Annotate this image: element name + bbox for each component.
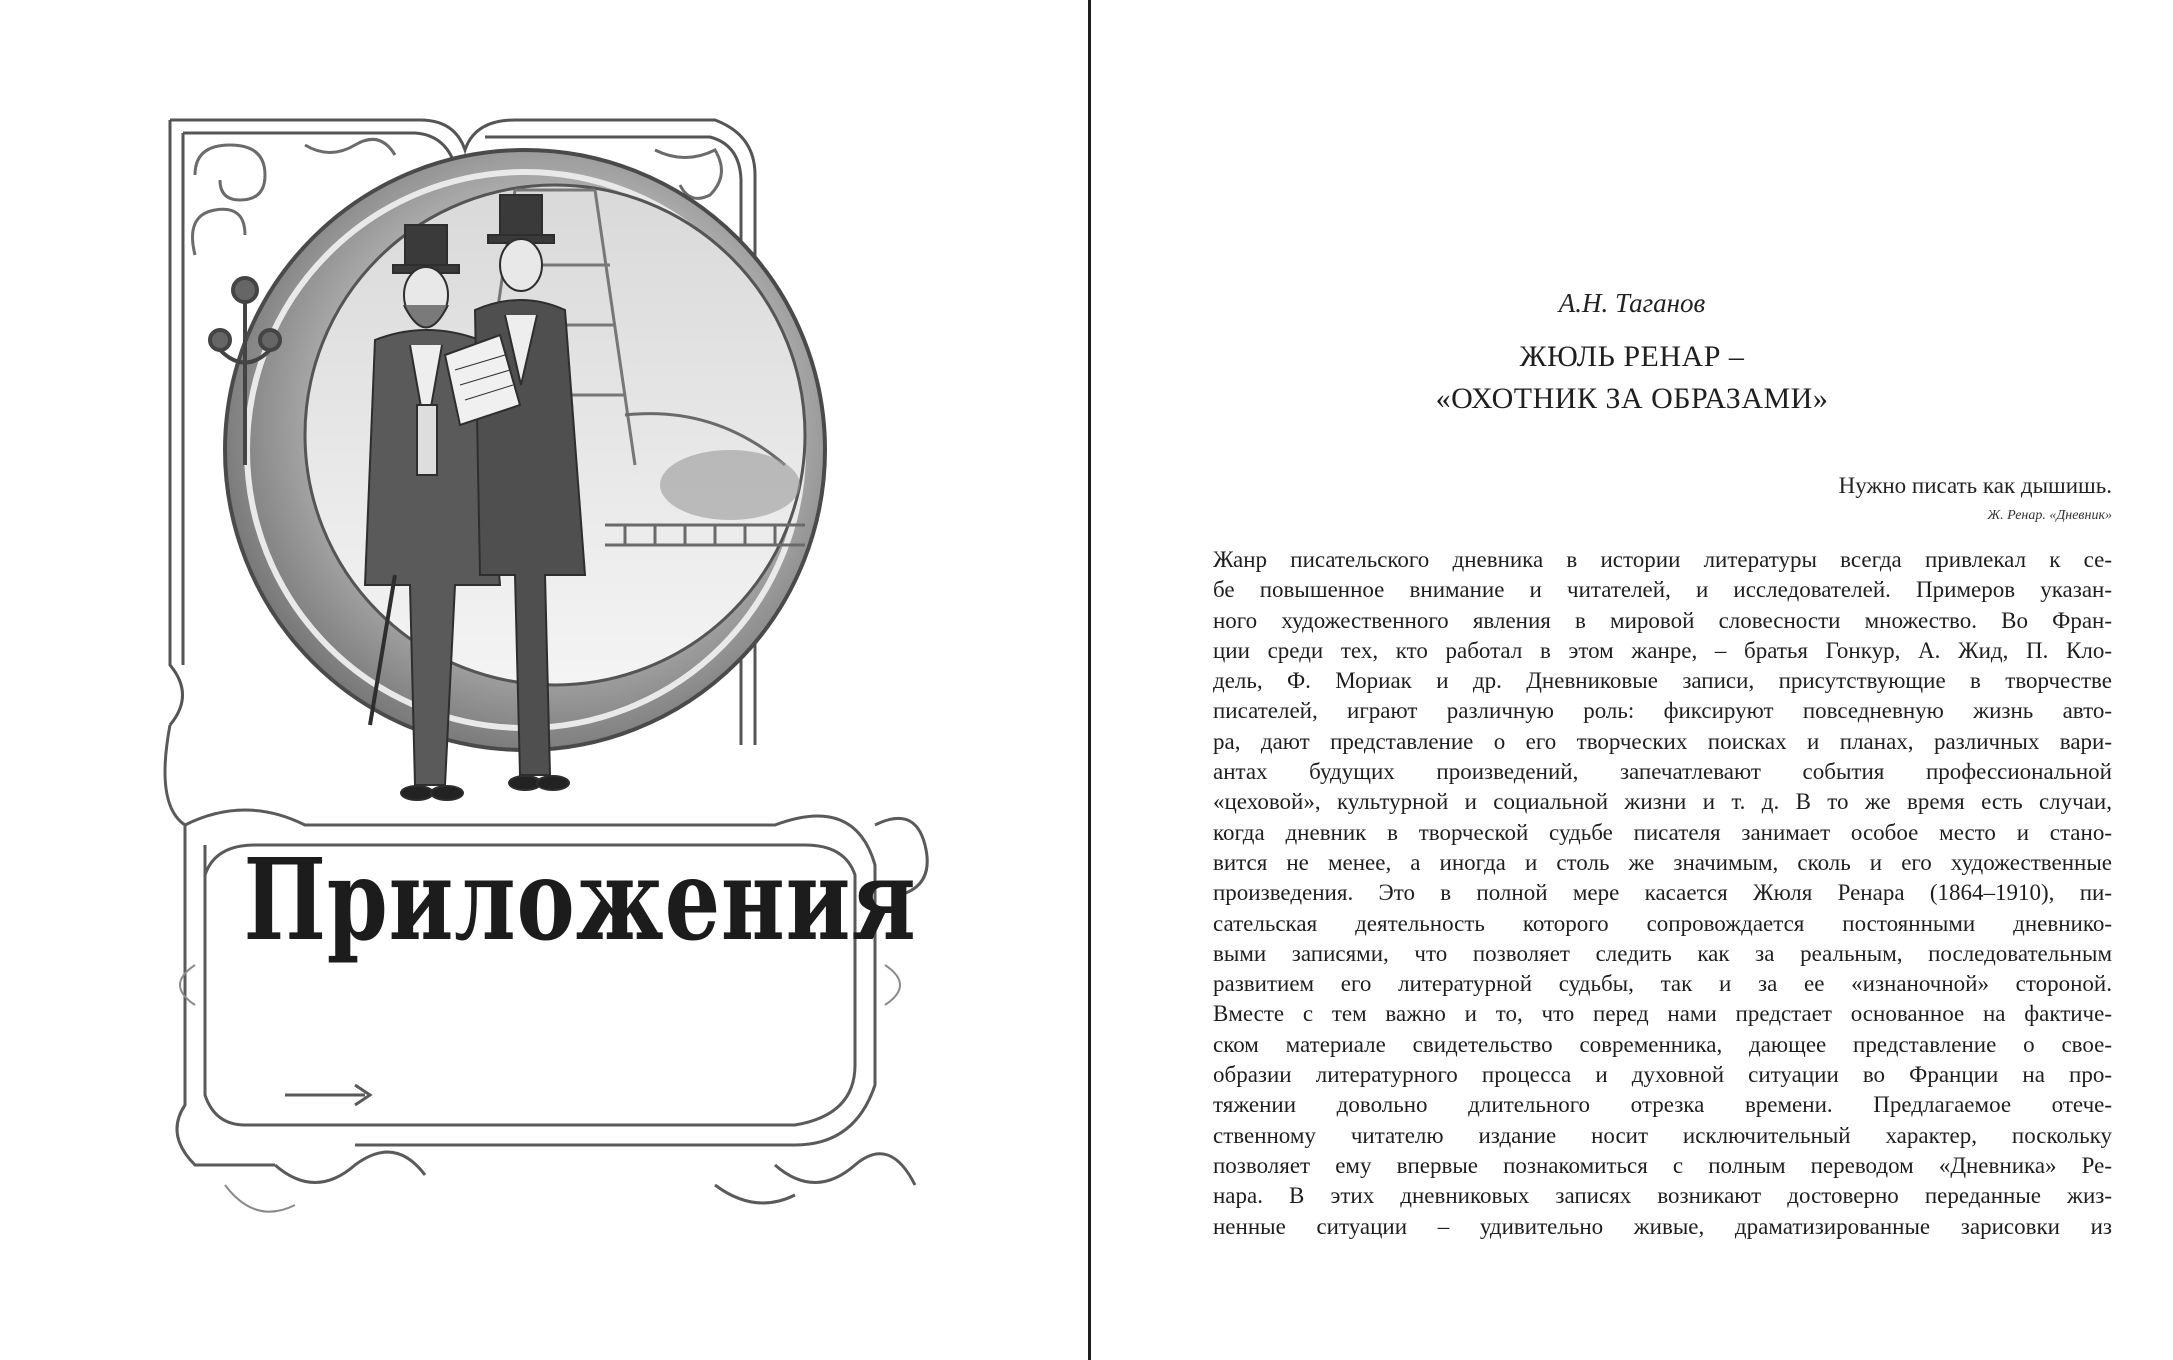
article-title-line: «ОХОТНИК ЗА ОБРАЗАМИ» (1435, 382, 1829, 415)
body-line: бе повышенное внимание и читателей, и исследователей. Примеров указан- (1213, 577, 2112, 603)
section-title: Приложения (243, 834, 917, 966)
epigraph-quote: Нужно писать как дышишь. (1838, 473, 2112, 498)
body-line: позволяет ему впервые познакомиться с полным переводом «Дневника» Ре- (1213, 1152, 2112, 1178)
body-line: образии литературного процесса и духовной ситуации во Франции на про- (1213, 1062, 2112, 1088)
body-line: писателей, играют различную роль: фиксируют повседневную жизнь авто- (1213, 698, 2112, 724)
body-line: ции среди тех, кто работал в этом жанре, – братья Гонкур, А. Жид, П. Кло- (1213, 637, 2112, 663)
body-line: «цеховой», культурной и социальной жизни и т. д. В то же время есть случаи, (1213, 789, 2112, 815)
article-title (1091, 336, 2173, 420)
body-line: ском материале свидетельство современника, дающее представление о свое- (1213, 1031, 2112, 1057)
body-text (1213, 545, 2112, 1242)
right-page (1091, 0, 2173, 1360)
body-line: вится не менее, а иногда и столь же значимым, сколь и его художественные (1213, 849, 2112, 875)
body-line: нара. В этих дневниковых записях возникают достоверно переданные жиз- (1213, 1183, 2112, 1209)
body-line: тяжении довольно длительного отрезка времени. Предлагаемое отече- (1213, 1092, 2112, 1118)
body-line: произведения. Это в полной мере касается Жюля Ренара (1864–1910), пи- (1213, 880, 2112, 906)
body-line: ственному читателю издание носит исключительный характер, поскольку (1213, 1122, 2112, 1148)
body-line: развитием его литературной судьбы, так и за ее «изнаночной» стороной. (1213, 971, 2112, 997)
article-title-line: ЖЮЛЬ РЕНАР – (1519, 340, 1745, 373)
body-line: дель, Ф. Мориак и др. Дневниковые записи, присутствующие в творчестве (1213, 668, 2112, 694)
body-line: ненные ситуации – удивительно живые, драматизированные зарисовки из (1213, 1213, 2112, 1239)
article-author: А.Н. Таганов (1558, 288, 1706, 318)
body-line: ра, дают представление о его творческих поисках и планах, различных вари- (1213, 728, 2112, 754)
body-line: сательская деятельность которого сопровождается постоянными дневнико- (1213, 910, 2112, 936)
epigraph-source: Ж. Ренар. «Дневник» (1987, 508, 2112, 523)
body-line: когда дневник в творческой судьбе писателя занимает особое место и стано- (1213, 819, 2112, 845)
body-line: выми записями, что позволяет следить как за реальным, последовательным (1213, 940, 2112, 966)
body-line: Жанр писательского дневника в истории литературы всегда привлекал к се- (1213, 547, 2112, 572)
ornamental-illustration (155, 105, 945, 1240)
body-line: ного художественного явления в мировой словесности множество. Во Фран- (1213, 607, 2112, 633)
body-line: Вместе с тем важно и то, что перед нами предстает основанное на фактиче- (1213, 1001, 2112, 1027)
body-line: антах будущих произведений, запечатлевают события профессиональной (1213, 759, 2112, 785)
